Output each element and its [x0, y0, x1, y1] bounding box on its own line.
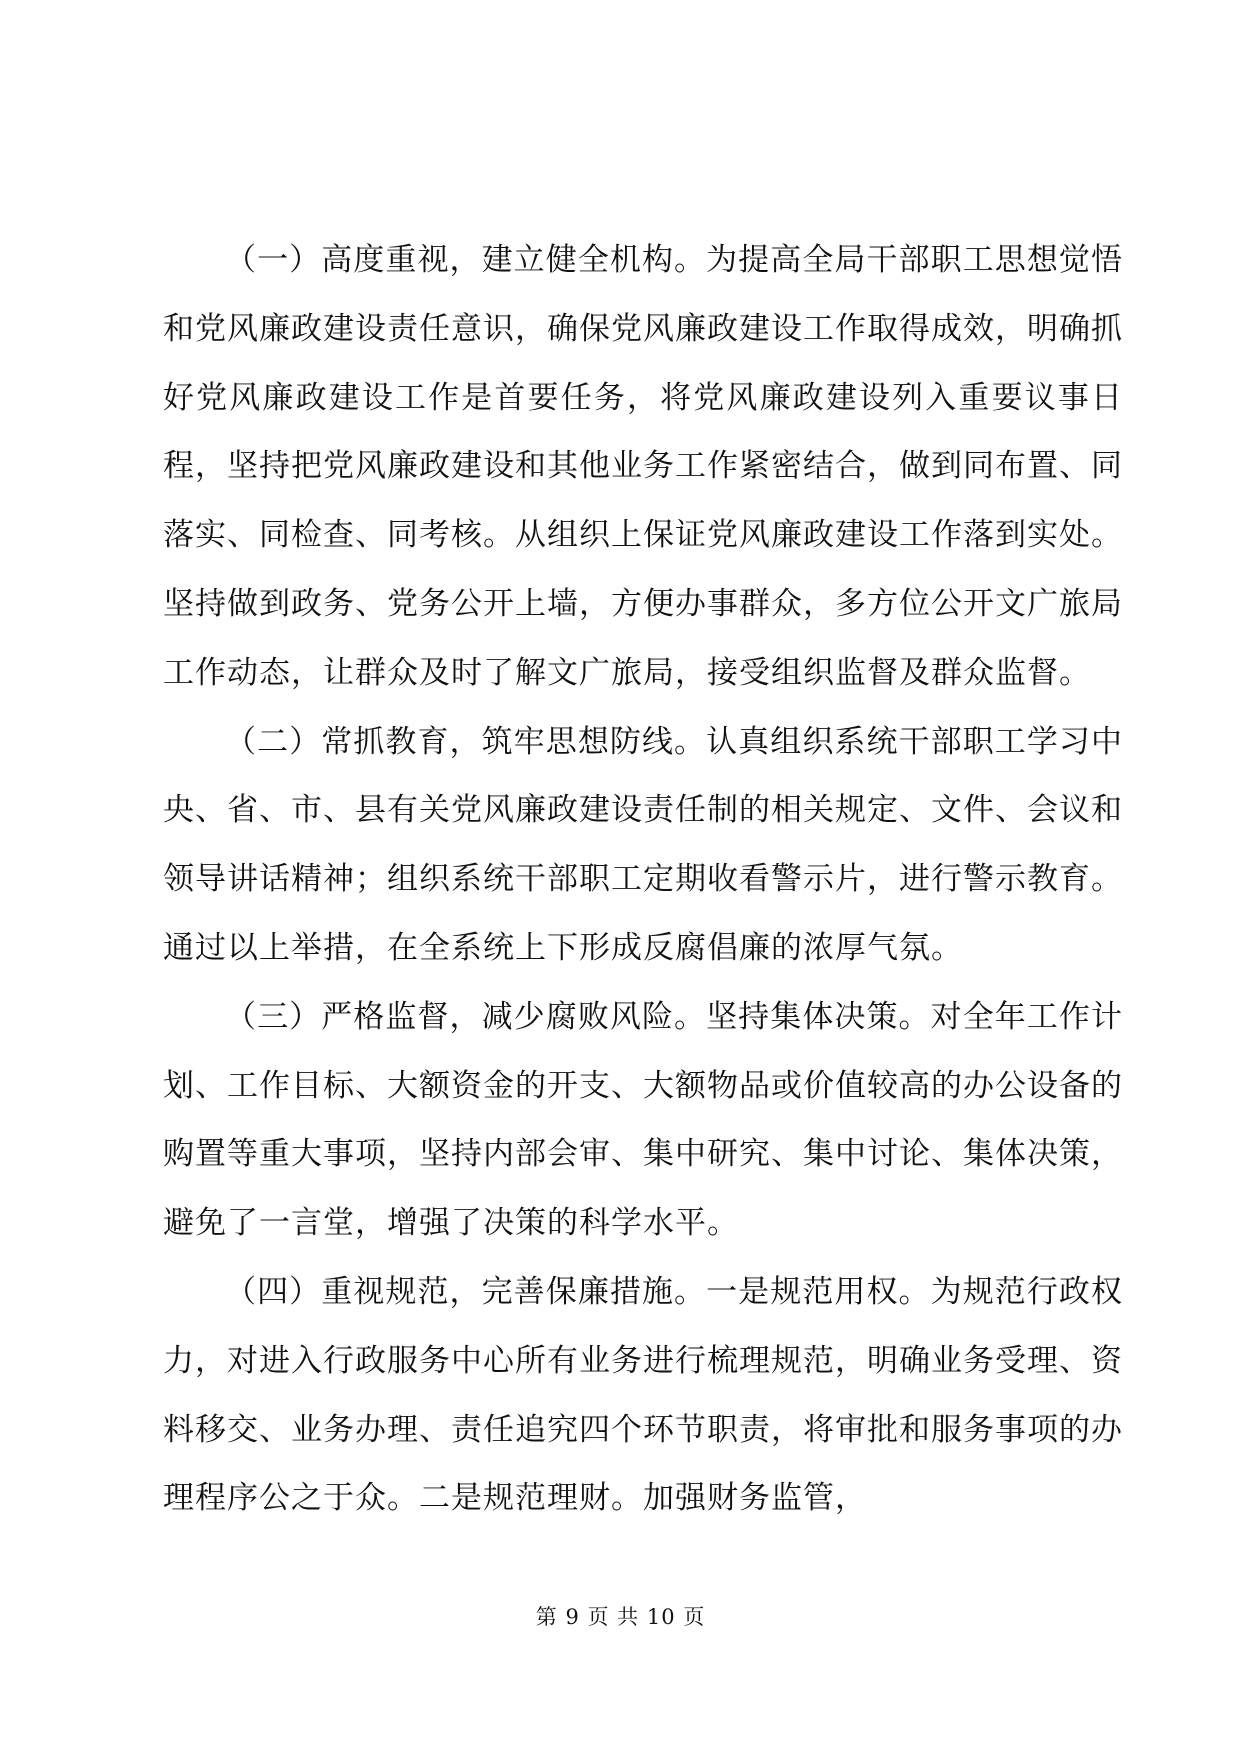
paragraph-4: （四）重视规范，完善保廉措施。一是规范用权。为规范行政权力，对进入行政服务中心所有业务进行梳理规范，明确业务受理、资料移交、业务办理、责任追究四个环节职责，将审批和服务事项的办理程序公之于众。二是规范理财。加强财务监管， — [163, 1273, 1123, 1517]
paragraph-3: （三）严格监督，减少腐败风险。坚持集体决策。对全年工作计划、工作目标、大额资金的开支、大额物品或价值较高的办公设备的购置等重大事项，坚持内部会审、集中研究、集中讨论、集体决策，避免了一言堂，增强了决策的科学水平。 — [163, 998, 1123, 1242]
paragraph-1: （一）高度重视，建立健全机构。为提高全局干部职工思想觉悟和党风廉政建设责任意识，确保党风廉政建设工作取得成效，明确抓好党风廉政建设工作是首要任务，将党风廉政建设列入重要议事日程，坚持把党风廉政建设和其他业务工作紧密结合，做到同布置、同落实、同检查、同考核。从组织上保证党风廉政建设工作落到实处。坚持做到政务、党务公开上墙，方便办事群众，多方位公开文广旅局工作动态，让群众及时了解文广旅局，接受组织监督及群众监督。 — [163, 242, 1123, 691]
paragraph-2: （二）常抓教育，筑牢思想防线。认真组织系统干部职工学习中央、省、市、县有关党风廉政建设责任制的相关规定、文件、会议和领导讲话精神；组织系统干部职工定期收看警示片，进行警示教育。通过以上举措，在全系统上下形成反腐倡廉的浓厚气氛。 — [163, 723, 1123, 966]
document-body — [163, 226, 1123, 1533]
page-footer: 第 9 页 共 10 页 — [535, 1605, 706, 1629]
